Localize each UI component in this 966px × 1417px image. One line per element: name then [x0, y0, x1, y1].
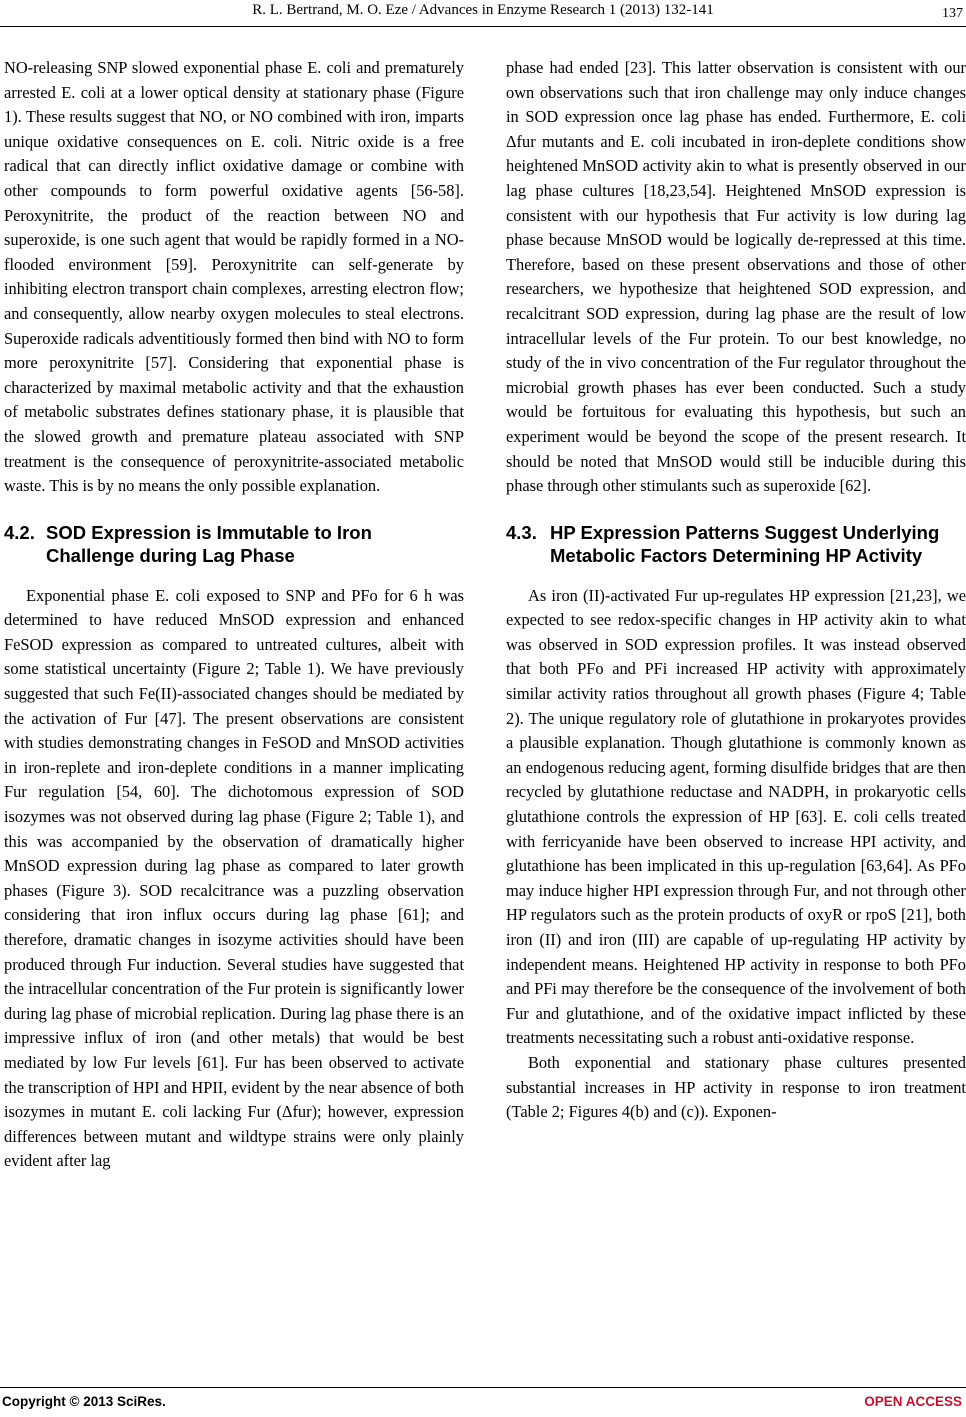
paragraph-nitric-oxide: NO-releasing SNP slowed exponential phase E. coli and prematurely arrested E. coli at a lower optical density at stationary phase (Figure 1). These results suggest that NO, or NO combined with iron, imparts unique oxidative consequences on E. coli. Nitric oxide is a free radical that can directly inflict oxidative damage or combine with other compounds to form powerful oxidative agents [56-58]. Peroxynitrite, the product of the reaction between NO and superoxide, is one such agent that would be rapidly formed in a NO-flooded environment [59]. Peroxynitrite can self-generate by inhibiting electron transport chain complexes, arresting electron flow; and consequently, allow nearby oxygen molecules to steal electrons. Superoxide radicals adventitiously formed then bind with NO to form more peroxynitrite [57]. Considering that exponential phase is characterized by maximal metabolic activity and that the exhaustion of metabolic substrates defines stationary phase, it is plausible that the slowed growth and premature plateau associated with SNP treatment is the consequence of peroxynitrite-associated metabolic waste. This is by no means the only possible explanation.: [4, 58, 464, 496]
right-column: [506, 56, 966, 1125]
open-access-label: OPEN ACCESS: [864, 1394, 962, 1409]
paragraph-exponential-stationary: Both exponential and stationary phase cultures presented substantial increases in HP activity in response to iron treatment (Table 2; Figures 4(b) and (c)). Exponen-: [506, 1052, 966, 1122]
left-column: [4, 56, 464, 1174]
section-number: 4.2.: [4, 521, 35, 543]
section-title: HP Expression Patterns Suggest Underlying Metabolic Factors Determining HP Activity: [550, 521, 940, 567]
section-number: 4.3.: [506, 521, 537, 543]
footer-rule: [0, 1387, 966, 1388]
paragraph-hp-expression: As iron (II)-activated Fur up-regulates HP expression [21,23], we expected to see redox-specific changes in HP activity akin to what was observed in SOD expression profiles. It was instead observed that both PFo and PFi increased HP activity with approximately similar activity ratios throughout all growth phases (Figure 4; Table 2). The unique regulatory role of glutathione in prokaryotes provides a plausible explanation. Though glutathione is commonly known as an endogenous reducing agent, forming disulfide bridges that are then recycled by glutathione reductase and NADPH, in prokaryotic cells glutathione controls the expression of HP [63]. E. coli cells treated with ferricyanide have been observed to increase HPI activity, and glutathione has been implicated in this up-regulation [63,64]. As PFo may induce higher HPI expression through Fur, and not through other HP regulators such as the protein products of oxyR or rpoS [21], both iron (II) and iron (III) are capable of up-regulating HP activity by independent means. Heightened HP activity in response to both PFo and PFi may therefore be the consequence of the involvement of both Fur and glutathione, and of the oxidative impact inflicted by these treatments necessitating such a robust anti-oxidative response.: [506, 585, 966, 1048]
running-header: [0, 2, 966, 26]
paragraph-sod-expression: Exponential phase E. coli exposed to SNP and PFo for 6 h was determined to have reduced MnSOD expression and enhanced FeSOD expression as compared to untreated cultures, albeit with some statistical uncertainty (Figure 2; Table 1). We have previously suggested that such Fe(II)-associated changes should be mediated by the activation of Fur [47]. The present observations are consistent with studies demonstrating changes in FeSOD and MnSOD activities in iron-replete and iron-deplete conditions in a manner implicating Fur regulation [54, 60]. The dichotomous expression of SOD isozymes was not observed during lag phase (Figure 2; Table 1), and this was accompanied by the observation of dramatically higher MnSOD expression during lag phase as compared to later growth phases (Figure 3). SOD recalcitrance was a puzzling observation considering that iron influx occurs during lag phase [61]; and therefore, dramatic changes in isozyme activities should have been produced through Fur induction. Several studies have suggested that the intracellular concentration of the Fur protein is significantly lower during lag phase of microbial replication. During lag phase there is an impressive influx of iron (and other metals) that would be best mediated by low Fur levels [61]. Fur has been observed to activate the transcription of HPI and HPII, evident by the near absence of both isozymes in mutant E. coli lacking Fur (Δfur); however, expression differences between mutant and wildtype strains were only plainly evident after lag: [4, 585, 464, 1171]
copyright-notice: Copyright © 2013 SciRes.: [2, 1394, 166, 1409]
section-title: SOD Expression is Immutable to Iron Challenge during Lag Phase: [46, 521, 372, 567]
section-heading-4-3: [506, 521, 966, 568]
paragraph-lag-phase: phase had ended [23]. This latter observation is consistent with our own observations such that iron challenge may only induce changes in SOD expression once lag phase has ended. Furthermore, E. coli Δfur mutants and E. coli incubated in iron-deplete conditions show heightened MnSOD activity akin to what is presently observed in our lag phase cultures [18,23,54]. Heightened MnSOD expression is consistent with our hypothesis that Fur activity is low during lag phase because MnSOD would be logically de-repressed at this time. Therefore, based on these present observations and those of other researchers, we hypothesize that heightened SOD expression, and recalcitrant SOD expression, during lag phase are the result of low intracellular levels of the Fur protein. To our best knowledge, no study of the in vivo concentration of the Fur regulator throughout the microbial growth phases has ever been conducted. Such a study would be fortuitous for evaluating this hypothesis, but such an experiment would be beyond the scope of the present research. It should be noted that MnSOD would still be inducible during this phase through other stimulants such as superoxide [62].: [506, 58, 966, 496]
running-title: R. L. Bertrand, M. O. Eze / Advances in Enzyme Research 1 (2013) 132-141: [252, 2, 714, 18]
header-rule: [0, 26, 966, 27]
section-heading-4-2: [4, 521, 464, 568]
page-number: 137: [942, 6, 963, 21]
